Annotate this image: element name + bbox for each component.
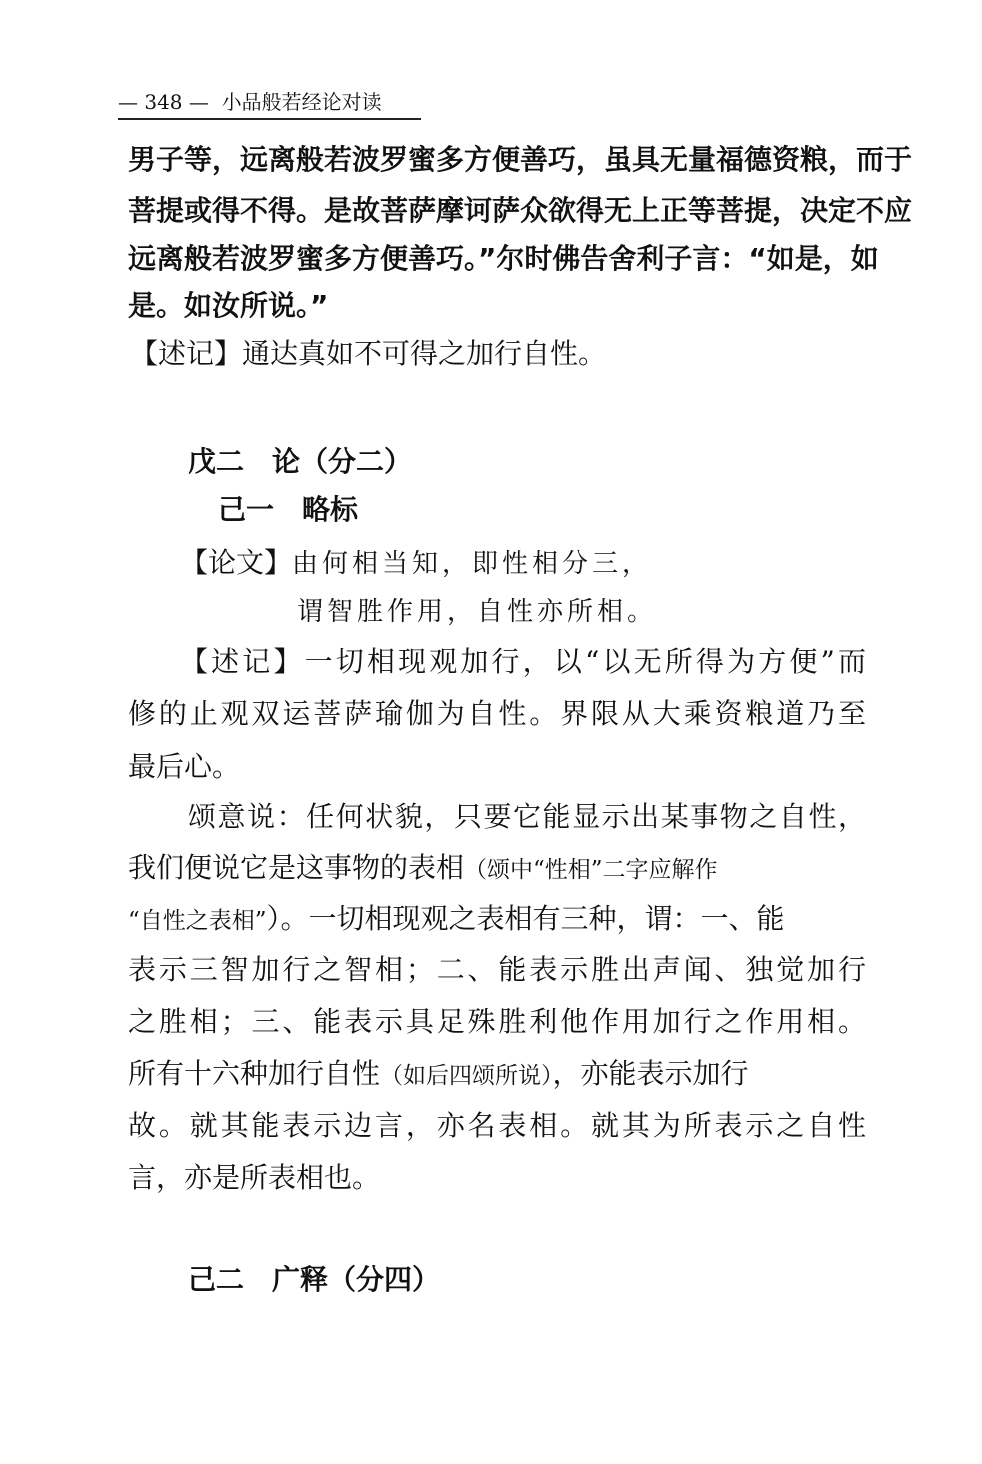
- treatise-verse: [180, 546, 918, 581]
- explanation-line: 之胜相；三、能表示具足殊胜利他作用加行之作用相。: [128, 1005, 866, 1038]
- page-number: — 348 —: [118, 90, 209, 114]
- text: 所有十六种加行自性: [128, 1057, 381, 1090]
- text: ）。一切相现观之表相有三种，谓：一、能: [266, 902, 785, 935]
- sutra-line: 远离般若波罗蜜多方便善巧。”尔时佛告舍利子言：“如是，如: [128, 242, 879, 275]
- explanation-line: 故。就其能表示边言，亦名表相。就其为所表示之自性: [128, 1109, 866, 1142]
- commentary: 【述记】通达真如不可得之加行自性。: [130, 337, 607, 370]
- sutra-line: 是。如汝所说。”: [128, 289, 329, 322]
- explanation-line: [128, 902, 866, 938]
- text: 我们便说它是这事物的表相: [128, 851, 465, 884]
- text: ，亦能表示加行: [552, 1057, 749, 1090]
- sutra-line: 男子等，远离般若波罗蜜多方便善巧，虽具无量福德资粮，而于: [128, 143, 913, 176]
- verse-line: 由何相当知，即性相分三，: [292, 549, 653, 579]
- explanation-line: 言，亦是所表相也。: [128, 1161, 381, 1194]
- subsection-heading: 己一 略标: [218, 493, 359, 526]
- sutra-line: 菩提或得不得。是故菩萨摩诃萨众欲得无上正等菩提，决定不应: [128, 194, 913, 227]
- text: 颂意说：任何状貌，只要它能显示出某事物之自性，: [188, 800, 866, 833]
- commentary-line: 【述记】一切相现观加行，以“以无所得为方便”而: [180, 645, 866, 678]
- commentary-line: 最后心。: [128, 750, 241, 783]
- section-heading: 戊二 论（分二）: [188, 445, 413, 478]
- book-title: 小品般若经论对读: [221, 90, 382, 114]
- note: （如后四颂所说）: [380, 1063, 553, 1089]
- explanation-line: [128, 1057, 866, 1093]
- explanation-line: [128, 851, 866, 887]
- commentary-line: 修的止观双运菩萨瑜伽为自性。界限从大乘资粮道乃至: [128, 697, 866, 730]
- note: （颂中“性相”二字应解作: [464, 857, 718, 883]
- running-header: [118, 86, 382, 115]
- treatise-label: 【论文】: [180, 546, 293, 579]
- header-rule: [118, 118, 421, 120]
- section-heading: 己二 广释（分四）: [188, 1263, 441, 1296]
- explanation-line: 表示三智加行之智相；二、能表示胜出声闻、独觉加行: [128, 953, 866, 986]
- explanation-line: [188, 800, 866, 834]
- note: “自性之表相”: [128, 908, 267, 934]
- verse-line: 谓智胜作用，自性亦所相。: [297, 597, 658, 627]
